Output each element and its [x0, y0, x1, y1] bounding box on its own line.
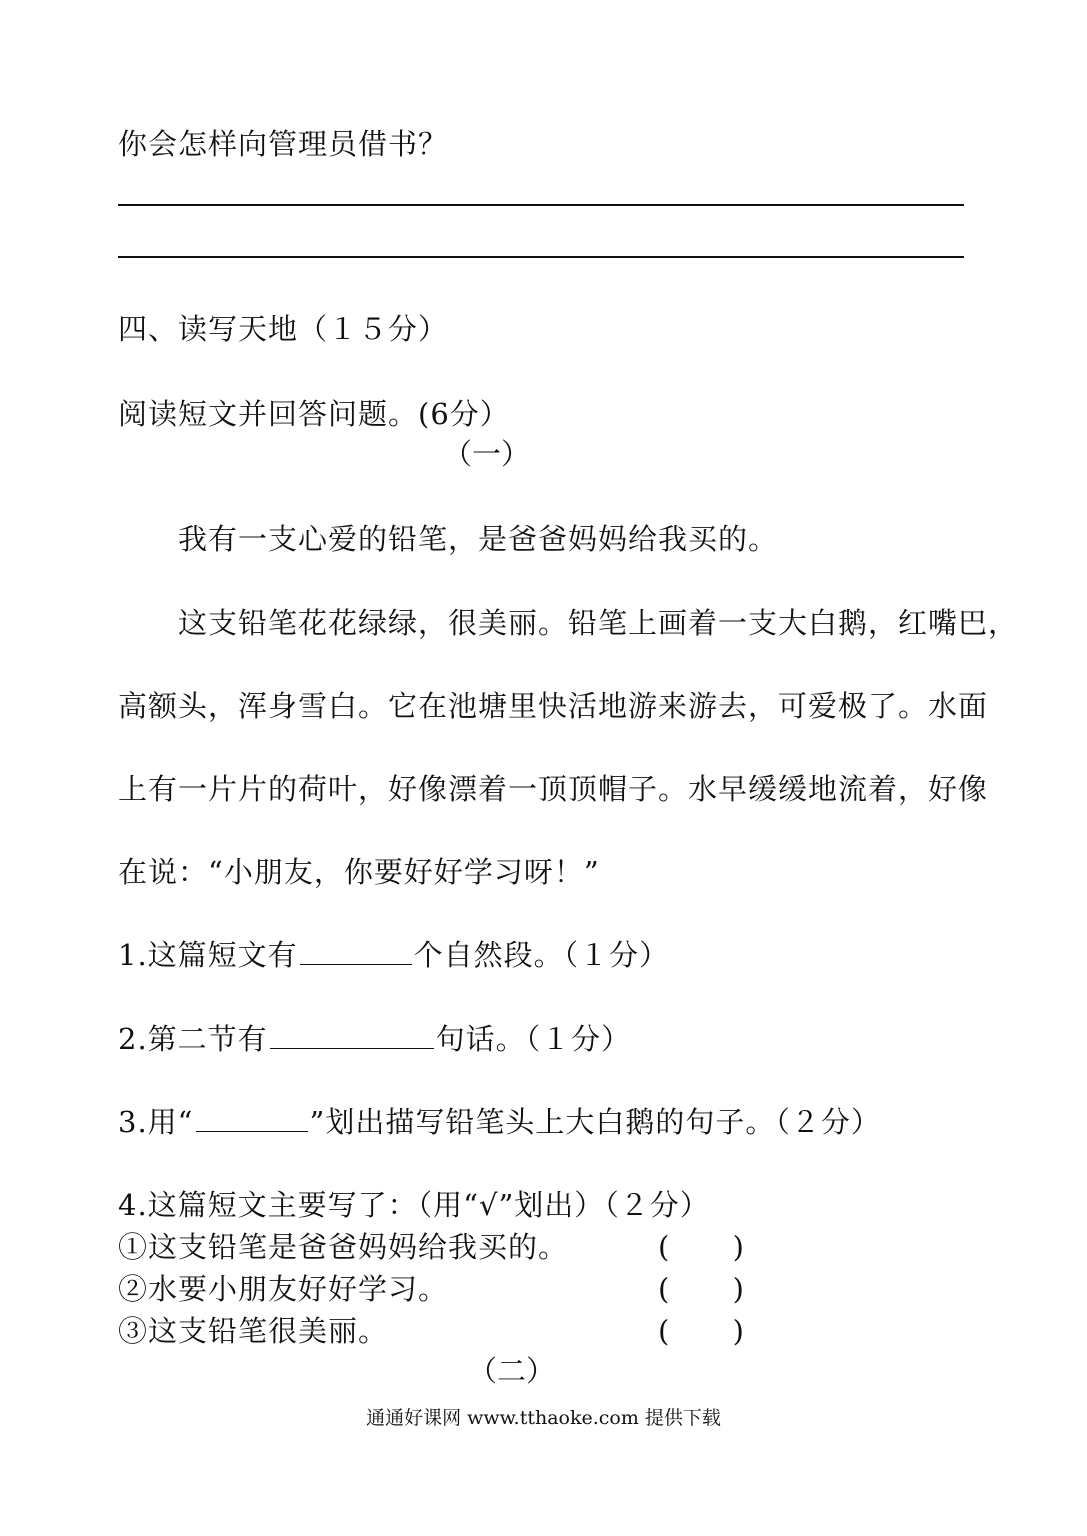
- question-2-blank[interactable]: [270, 1022, 434, 1049]
- question-prompt: 你会怎样向管理员借书？: [118, 127, 449, 161]
- passage-paragraph: 高额头，浑身雪白。它在池塘里快活地游来游去，可爱极了。水面: [118, 689, 989, 723]
- reading-intro: 阅读短文并回答问题。(6分）: [118, 397, 510, 431]
- option-3-close-paren: ): [732, 1314, 744, 1348]
- part-one-heading: （一）: [443, 437, 531, 471]
- part-two-heading: （二）: [468, 1354, 556, 1388]
- question-2: [118, 1021, 631, 1057]
- option-3-text: ③这支铅笔很美丽。: [118, 1314, 389, 1348]
- option-1-open-paren: (: [658, 1230, 670, 1264]
- passage-paragraph: 上有一片片的荷叶，好像漂着一顶顶帽子。水早缓缓地流着，好像: [118, 772, 989, 806]
- option-3-answer-box[interactable]: [658, 1313, 744, 1349]
- option-3-open-paren: (: [658, 1314, 670, 1348]
- answer-line-2: [118, 256, 964, 258]
- option-2-answer-box[interactable]: [658, 1271, 744, 1307]
- question-1-blank[interactable]: [300, 938, 412, 965]
- question-1-points: 个自然段。（１分）: [413, 938, 670, 972]
- question-4: 4.这篇短文主要写了：（用“√”划出）（２分）: [118, 1188, 710, 1222]
- question-3-text: 3.用“: [118, 1105, 194, 1139]
- underline-sample: [196, 1105, 308, 1132]
- question-3-points: ”划出描写铅笔头上大白鹅的句子。（２分）: [309, 1105, 881, 1139]
- question-3: [118, 1104, 881, 1140]
- question-2-points: 句话。（１分）: [435, 1022, 632, 1056]
- question-2-text: 2.第二节有: [118, 1022, 268, 1056]
- option-2-close-paren: ): [732, 1272, 744, 1306]
- question-1: [118, 937, 669, 973]
- footer-download-notice: 通通好课网 www.tthaoke.com 提供下载: [366, 1407, 721, 1429]
- option-2-text: ②水要小朋友好好学习。: [118, 1272, 449, 1306]
- section-title: 四、读写天地（１５分）: [118, 312, 449, 346]
- passage-paragraph: 这支铅笔花花绿绿，很美丽。铅笔上画着一支大白鹅，红嘴巴，: [178, 606, 1019, 640]
- option-1-answer-box[interactable]: [658, 1229, 744, 1265]
- option-1-close-paren: ): [732, 1230, 744, 1264]
- option-2-open-paren: (: [658, 1272, 670, 1306]
- passage-paragraph: 在说：“小朋友，你要好好学习呀！”: [118, 855, 600, 889]
- question-1-text: 1.这篇短文有: [118, 938, 298, 972]
- passage-paragraph: 我有一支心爱的铅笔，是爸爸妈妈给我买的。: [178, 522, 779, 556]
- answer-line-1: [118, 204, 964, 206]
- option-1-text: ①这支铅笔是爸爸妈妈给我买的。: [118, 1230, 569, 1264]
